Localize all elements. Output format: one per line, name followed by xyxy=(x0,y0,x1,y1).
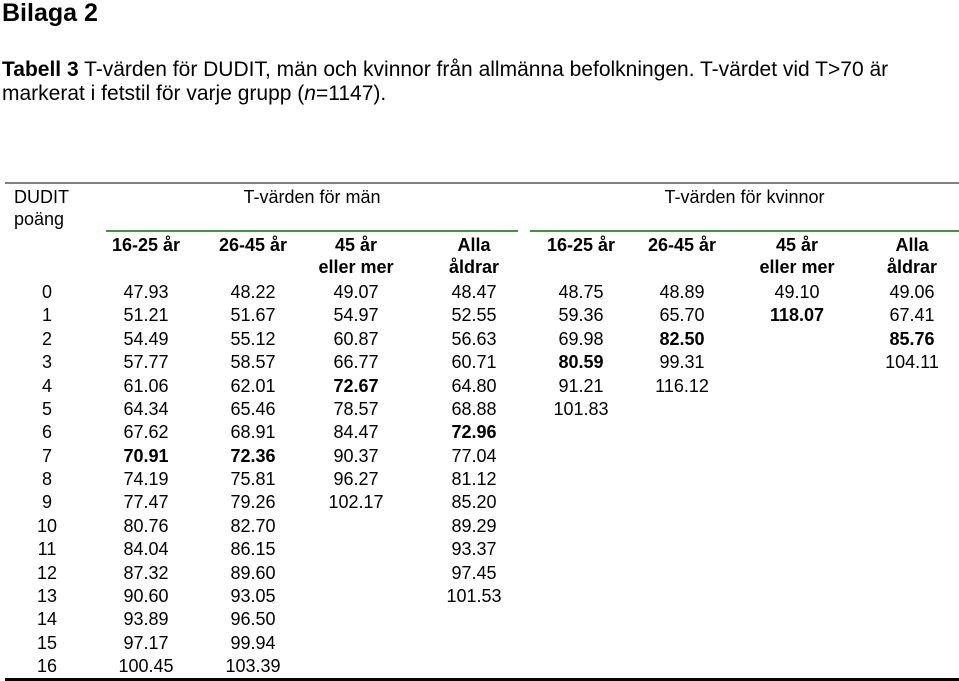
column-subheader-line2: åldrar xyxy=(886,257,938,277)
t-value-cell: 48.47 xyxy=(451,282,497,302)
t-value-cell: 48.89 xyxy=(659,282,705,302)
t-value-cell: 60.87 xyxy=(333,328,379,349)
t-value-cell: 99.31 xyxy=(659,352,705,373)
t-value-cell: 85.76 xyxy=(889,328,935,349)
t-value-cell: 61.06 xyxy=(123,375,169,396)
score-cell: 11 xyxy=(37,539,57,560)
t-value-cell: 49.10 xyxy=(774,282,820,302)
t-value-cell: 104.11 xyxy=(885,352,939,373)
t-value-cell: 86.15 xyxy=(230,539,276,560)
score-cell: 3 xyxy=(41,352,53,373)
t-value-cell: 49.06 xyxy=(889,282,935,302)
t-value-cell: 100.45 xyxy=(118,656,174,676)
column-subheader xyxy=(852,234,959,278)
t-value-cell: 54.97 xyxy=(333,305,379,326)
t-value-cell: 81.12 xyxy=(451,469,497,489)
score-cell: 7 xyxy=(41,445,53,466)
t-value-cell: 96.27 xyxy=(333,469,379,489)
t-value-cell: 97.17 xyxy=(123,632,169,653)
t-value-cell: 118.07 xyxy=(769,305,825,326)
score-cell: 10 xyxy=(36,515,58,536)
t-value-cell: 96.50 xyxy=(230,609,276,630)
t-value-cell: 89.29 xyxy=(451,515,497,536)
column-subheader-line1: 16-25 år xyxy=(546,235,616,255)
column-subheader-line2: åldrar xyxy=(448,257,500,277)
column-subheader xyxy=(86,234,206,256)
t-value-cell: 55.12 xyxy=(230,328,276,349)
caption-label: Tabell 3 xyxy=(2,58,79,81)
score-cell: 8 xyxy=(41,469,53,489)
caption-text-before: T-värden för DUDIT, män och kvinnor från allmänna befolkningen. T-värdet vid T>70 är markerat i fetstil för varje grupp ( xyxy=(2,58,889,105)
t-value-cell: 72.96 xyxy=(451,422,497,443)
t-value-cell: 52.55 xyxy=(451,305,497,326)
women-group-header: T-värden för kvinnor xyxy=(664,187,825,207)
t-value-cell: 62.01 xyxy=(230,375,276,396)
men-group-header: T-värden för män xyxy=(243,187,381,207)
score-cell: 4 xyxy=(41,375,53,396)
t-value-cell: 97.45 xyxy=(451,562,497,583)
t-value-cell: 102.17 xyxy=(328,492,384,513)
t-value-cell: 74.19 xyxy=(123,469,169,489)
column-subheader xyxy=(296,234,416,278)
appendix-heading: Bilaga 2 xyxy=(2,0,98,27)
t-value-cell: 82.70 xyxy=(230,515,276,536)
t-value-cell: 89.60 xyxy=(230,562,276,583)
caption-n-symbol: n xyxy=(304,82,316,105)
score-cell: 15 xyxy=(36,632,58,653)
t-value-cell: 68.91 xyxy=(230,422,276,443)
score-cell: 13 xyxy=(36,585,58,606)
t-value-cell: 48.22 xyxy=(230,282,276,302)
t-value-cell: 70.91 xyxy=(123,445,169,466)
column-subheader-line1: 26-45 år xyxy=(218,235,288,255)
t-value-cell: 90.60 xyxy=(123,585,169,606)
t-value-cell: 69.98 xyxy=(558,328,604,349)
score-cell: 1 xyxy=(41,305,53,326)
score-cell: 14 xyxy=(36,609,58,630)
t-value-cell: 93.37 xyxy=(451,539,497,560)
t-value-cell: 75.81 xyxy=(230,469,276,489)
t-value-cell: 51.67 xyxy=(230,305,276,326)
t-value-cell: 57.77 xyxy=(123,352,169,373)
t-value-cell: 80.76 xyxy=(123,515,169,536)
t-value-cell: 93.89 xyxy=(123,609,169,630)
women-group-rule xyxy=(530,230,959,232)
t-value-cell: 79.26 xyxy=(230,492,276,513)
t-value-cell: 72.36 xyxy=(230,445,276,466)
t-value-cell: 72.67 xyxy=(333,375,379,396)
t-value-cell: 101.83 xyxy=(553,398,609,419)
score-cell: 2 xyxy=(41,328,53,349)
column-subheader xyxy=(193,234,313,256)
t-value-cell: 93.05 xyxy=(230,585,276,606)
score-header-line2: poäng xyxy=(14,209,65,229)
t-value-cell: 58.57 xyxy=(230,352,276,373)
t-value-cell: 60.71 xyxy=(451,352,497,373)
t-value-cell: 91.21 xyxy=(558,375,604,396)
t-value-cell: 77.47 xyxy=(123,492,169,513)
score-header-line1: DUDIT xyxy=(14,187,69,207)
t-value-cell: 84.04 xyxy=(123,539,169,560)
column-subheader-line1: 26-45 år xyxy=(647,235,717,255)
t-value-cell: 85.20 xyxy=(451,492,497,513)
t-value-cell: 65.46 xyxy=(230,398,276,419)
caption-text-after: =1147). xyxy=(315,82,387,105)
column-subheader-line1: 45 år xyxy=(334,235,378,255)
t-value-cell: 90.37 xyxy=(333,445,379,466)
t-value-cell: 103.39 xyxy=(225,656,281,676)
t-value-cell: 49.07 xyxy=(333,282,379,302)
t-value-cell: 87.32 xyxy=(123,562,169,583)
score-cell: 9 xyxy=(41,492,53,513)
score-cell: 5 xyxy=(41,398,53,419)
t-value-cell: 82.50 xyxy=(659,328,705,349)
column-subheader-line2: eller mer xyxy=(318,257,394,277)
table-top-rule xyxy=(5,182,959,184)
score-header xyxy=(14,186,104,230)
column-subheader-line1: 16-25 år xyxy=(111,235,181,255)
column-subheader-line1: Alla xyxy=(457,235,491,255)
column-subheader xyxy=(414,234,534,278)
t-value-cell: 67.62 xyxy=(123,422,169,443)
score-cell: 0 xyxy=(41,282,53,302)
t-value-cell: 65.70 xyxy=(659,305,705,326)
column-subheader xyxy=(737,234,857,278)
t-value-cell: 54.49 xyxy=(123,328,169,349)
men-group-rule xyxy=(106,230,518,232)
score-cell: 12 xyxy=(36,562,58,583)
t-value-cell: 99.94 xyxy=(230,632,276,653)
t-value-cell: 78.57 xyxy=(333,398,379,419)
t-value-cell: 64.34 xyxy=(123,398,169,419)
score-cell: 16 xyxy=(36,656,58,676)
score-cell: 6 xyxy=(41,422,53,443)
t-value-cell: 101.53 xyxy=(446,585,502,606)
t-value-cell: 84.47 xyxy=(333,422,379,443)
t-value-cell: 56.63 xyxy=(451,328,497,349)
t-value-cell: 67.41 xyxy=(889,305,935,326)
t-value-cell: 116.12 xyxy=(655,375,709,396)
t-value-cell: 51.21 xyxy=(123,305,169,326)
t-value-cell: 64.80 xyxy=(451,375,497,396)
column-subheader xyxy=(622,234,742,256)
t-value-cell: 48.75 xyxy=(558,282,604,302)
column-subheader-line1: Alla xyxy=(895,235,929,255)
t-value-cell: 47.93 xyxy=(123,282,169,302)
t-value-cell: 59.36 xyxy=(558,305,604,326)
column-subheader-line1: 45 år xyxy=(775,235,819,255)
table-caption xyxy=(2,58,902,106)
t-value-cell: 68.88 xyxy=(451,398,497,419)
t-value-cell: 66.77 xyxy=(333,352,379,373)
t-value-cell: 77.04 xyxy=(451,445,497,466)
t-value-cell: 80.59 xyxy=(558,352,604,373)
column-subheader-line2: eller mer xyxy=(759,257,835,277)
